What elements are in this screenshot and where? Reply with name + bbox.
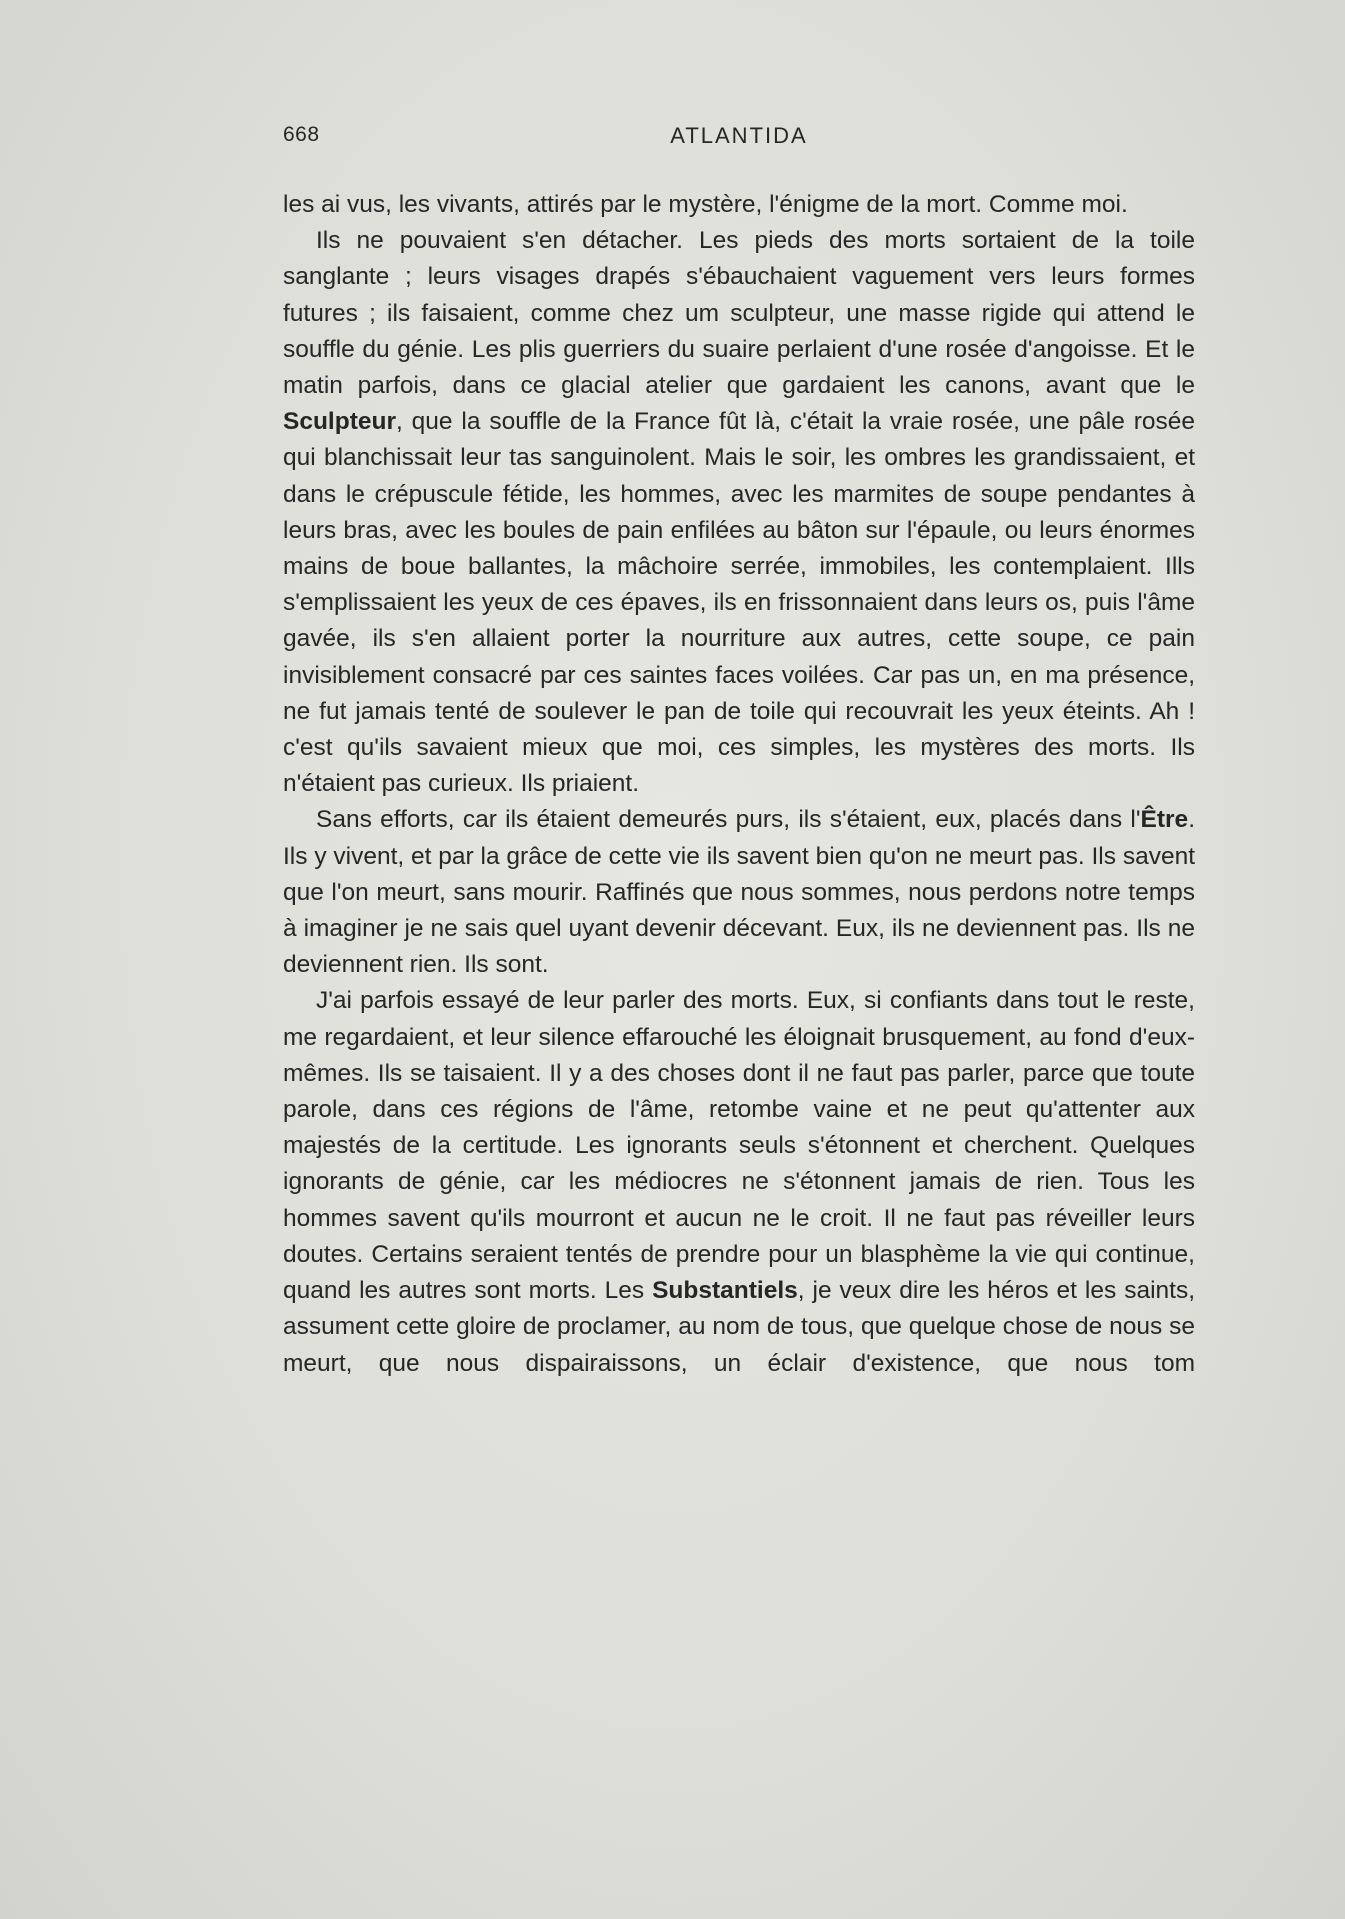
emphasis-etre: Être xyxy=(1140,806,1189,834)
paragraph-2 xyxy=(283,223,1195,802)
page-number: 668 xyxy=(283,123,320,146)
body-text xyxy=(283,187,1195,1382)
emphasis-sculpteur: Sculpteur xyxy=(283,408,396,436)
paragraph-3 xyxy=(283,802,1195,983)
paragraph-1 xyxy=(283,187,1195,223)
paragraph-text: J'ai parfois essayé de leur parler des morts. Eux, si confiants dans tout le reste, me regardaient, et leur silence effarouché les éloignait brusquement, au fond d'eux-mêmes. Ils se taisaient. Il y a des choses dont il ne faut pas parler, parce que toute parole, dans ces régions de l'âme, retombe vaine et ne peut qu'attenter aux majestés de la certitude. Les ignorants seuls s'étonnent et cherchent. Quelques ignorants de génie, car les médiocres ne s'étonnent jamais de rien. Tous les hommes savent qu'ils mourront et aucun ne le croit. Il ne faut pas réveiller leurs doutes. Certains seraient tentés de prendre pour un blasphème la vie qui continue, quand les autres sont morts. Les xyxy=(283,987,1195,1305)
running-title: ATLANTIDA xyxy=(670,123,808,148)
paragraph-text: Ils ne pouvaient s'en détacher. Les pieds des morts sortaient de la toile sanglante ; leurs visages drapés s'ébauchaient vaguement vers leurs formes futures ; ils faisaient, comme chez um sculpteur, une masse rigide qui attend le souffle du génie. Les plis guerriers du suaire perlaient d'une rosée d'angoisse. Et le matin parfois, dans ce glacial atelier que gardaient les canons, avant que le xyxy=(283,227,1195,400)
paragraph-text: les ai vus, les vivants, attirés par le mystère, l'énigme de la mort. Comme moi. xyxy=(283,191,1128,218)
paragraph-text: . Ils y vivent, et par la grâce de cette vie ils savent bien qu'on ne meurt pas. Ils savent que l'on meurt, sans mourir. Raffinés que nous sommes, nous perdons notre temps à imaginer je ne sais quel uyant devenir décevant. Eux, ils ne deviennent pas. Ils ne deviennent rien. Ils sont. xyxy=(283,806,1195,979)
paragraph-text: , je veux dire les héros et les saints, assument cette gloire de proclamer, au nom de tous, que quelque chose de nous se meurt, que nous dispairaissons, un éclair d'existence, que nous tom xyxy=(283,1277,1195,1377)
emphasis-substantiels: Substantiels xyxy=(652,1277,798,1305)
paragraph-text: , que la souffle de la France fût là, c'était la vraie rosée, une pâle rosée qui blanchissait leur tas sanguinolent. Mais le soir, les ombres les grandissaient, et dans le crépuscule fétide, les hommes, avec les marmites de soupe pendantes à leurs bras, avec les boules de pain enfilées au bâton sur l'épaule, ou leurs énormes mains de boue ballantes, la mâchoire serrée, immobiles, les contemplaient. Ills s'emplissaient les yeux de ces épaves, ils en frissonnaient dans leurs os, puis l'âme gavée, ils s'en allaient porter la nourriture aux autres, cette soupe, ce pain invisiblement consacré par ces saintes faces voilées. Car pas un, en ma présence, ne fut jamais tenté de soulever le pan de toile qui recouvrait les yeux éteints. Ah ! c'est qu'ils savaient mieux que moi, ces simples, les mystères des morts. Ils n'étaient pas curieux. Ils priaient. xyxy=(283,408,1195,798)
running-head xyxy=(283,123,1195,153)
paragraph-4 xyxy=(283,983,1195,1381)
paragraph-text: Sans efforts, car ils étaient demeurés purs, ils s'étaient, eux, placés dans l' xyxy=(316,806,1141,834)
